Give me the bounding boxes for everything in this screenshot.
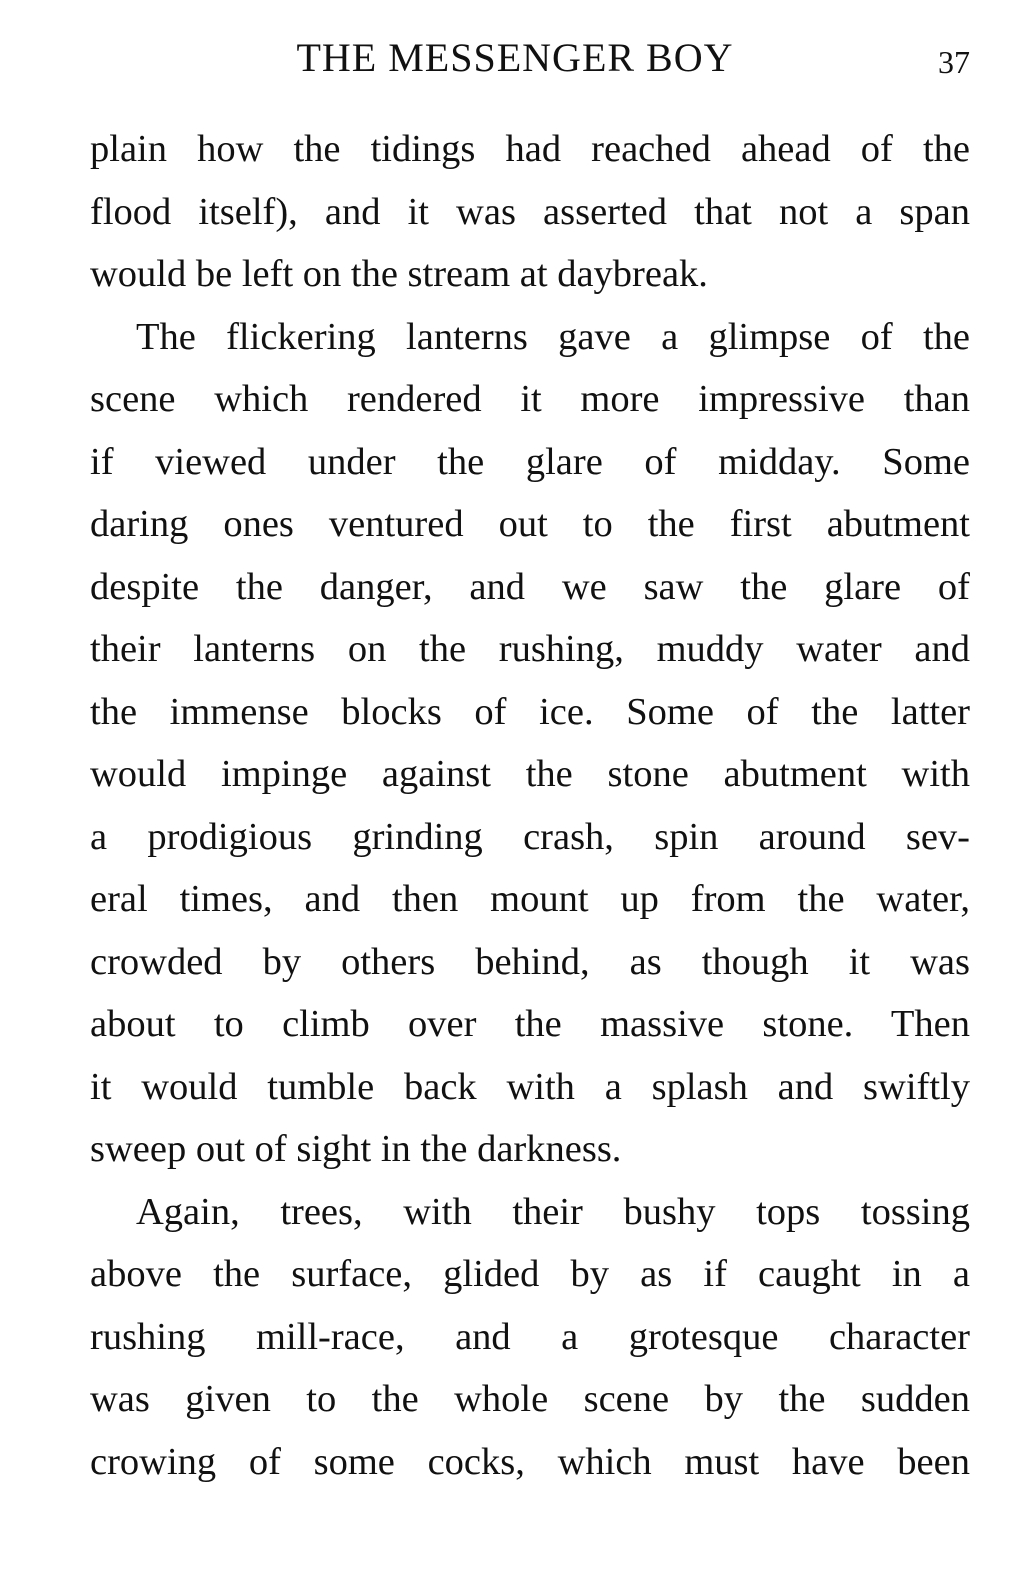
text-line: their lanterns on the rushing, muddy water and bbox=[90, 628, 970, 670]
text-line: about to climb over the massive stone. Then bbox=[90, 1003, 970, 1045]
text-line: crowing of some cocks, which must have been bbox=[90, 1440, 970, 1483]
running-head bbox=[90, 34, 970, 90]
text-line: flood itself), and it was asserted that not a span bbox=[90, 190, 970, 233]
text-line: crowded by others behind, as though it was bbox=[90, 940, 970, 983]
text-line: would impinge against the stone abutment with bbox=[90, 753, 970, 795]
text-line: scene which rendered it more impressive than bbox=[90, 378, 970, 420]
text-line: would be left on the stream at daybreak. bbox=[90, 253, 708, 295]
text-line: eral times, and then mount up from the water, bbox=[90, 878, 970, 920]
text-line: was given to the whole scene by the sudden bbox=[90, 1378, 970, 1420]
text-line: plain how the tidings had reached ahead of the bbox=[90, 128, 970, 170]
running-title: THE MESSENGER BOY bbox=[296, 35, 734, 80]
text-line: rushing mill-race, and a grotesque character bbox=[90, 1315, 970, 1358]
text-line: despite the danger, and we saw the glare of bbox=[90, 565, 970, 608]
text-line: above the surface, glided by as if caught in a bbox=[90, 1253, 970, 1295]
text-line: if viewed under the glare of midday. Some bbox=[90, 440, 970, 483]
paragraph-first-line: Again, trees, with their bushy tops tossing bbox=[136, 1190, 970, 1233]
text-line: daring ones ventured out to the first abutment bbox=[90, 503, 970, 545]
text-line: sweep out of sight in the darkness. bbox=[90, 1128, 622, 1170]
body-text bbox=[90, 118, 970, 1493]
text-line: the immense blocks of ice. Some of the latter bbox=[90, 690, 970, 733]
text-line: a prodigious grinding crash, spin around sev- bbox=[90, 815, 970, 858]
page-number: 37 bbox=[938, 44, 970, 80]
paragraph-first-line: The flickering lanterns gave a glimpse of the bbox=[136, 315, 970, 358]
text-line: it would tumble back with a splash and swiftly bbox=[90, 1065, 970, 1108]
